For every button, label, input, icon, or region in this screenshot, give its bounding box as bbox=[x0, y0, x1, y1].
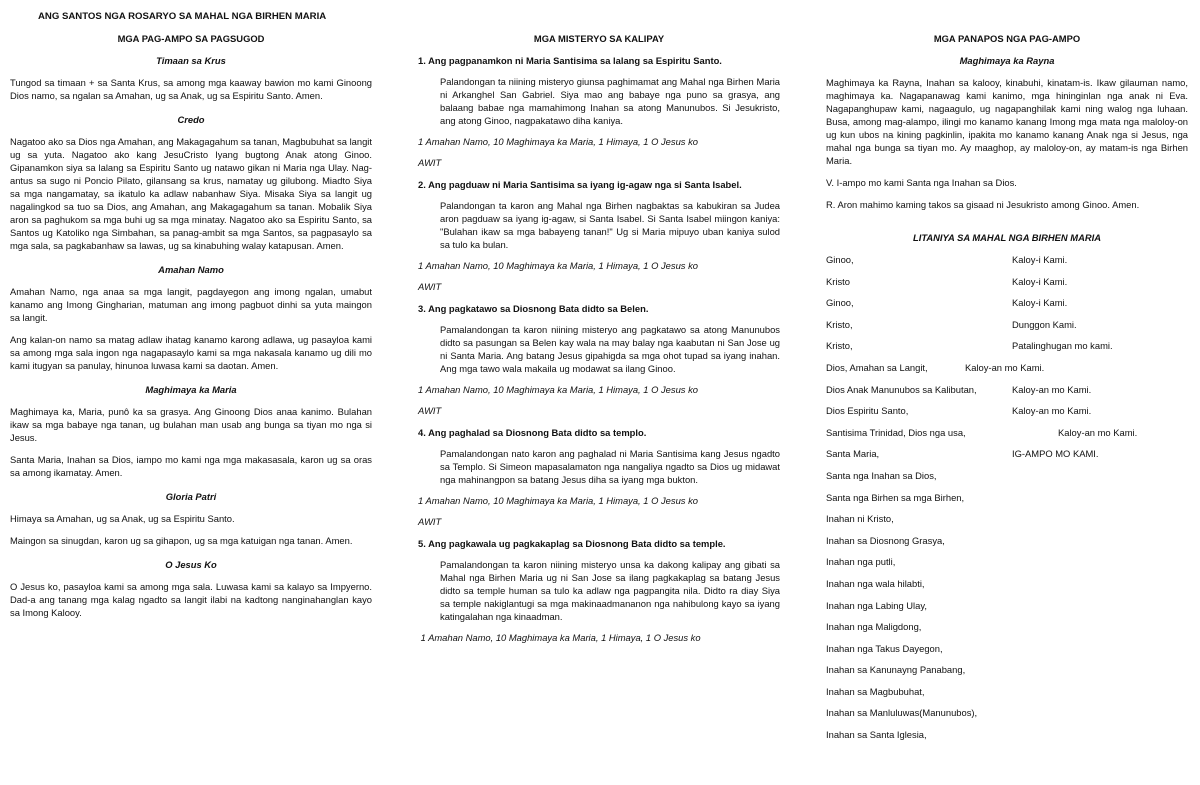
mystery-3-awit: AWIT bbox=[418, 405, 442, 416]
mystery-2-prayers: 1 Amahan Namo, 10 Maghimaya ka Maria, 1 Himaya, 1 O Jesus ko bbox=[418, 260, 698, 271]
litany-invocation: Inahan sa Magbubuhat, bbox=[826, 685, 925, 697]
response-text: R. Aron mahimo kaming takos sa gisaad ni Jesukristo among Ginoo. Amen. bbox=[826, 199, 1140, 210]
closing-prayers-heading: MGA PANAPOS NGA PAG-AMPO bbox=[933, 33, 1081, 44]
o-my-jesus-text: O Jesus ko, pasayloa kami sa among mga sala. Luwasa kami sa kalayo sa Impyerno. Dad-a ang tanang mga kalag ngadto sa langit ilabi na kadtong nanginahanglan kayo sa Imong Kalooy. bbox=[10, 581, 372, 618]
litany-response: Kaloy-i Kami. bbox=[1012, 275, 1068, 287]
glory-be-text-2: Maingon sa sinugdan, karon ug sa gihapon, ug sa mga katuigan nga tanan. Amen. bbox=[10, 535, 353, 546]
litany-invocation: Inahan nga wala hilabti, bbox=[826, 577, 925, 589]
litany-row bbox=[826, 512, 1188, 525]
litany-invocation: Inahan nga Takus Dayegon, bbox=[826, 642, 943, 654]
litany-invocation: Ginoo, bbox=[826, 297, 854, 309]
litany-invocation: Kristo, bbox=[826, 318, 853, 330]
credo-text: Nagatoo ako sa Dios nga Amahan, ang Makagagahum sa tanan, Magbubuhat sa langit ug sa yuta. Nagatoo ako kang JesuCristo Iyang bugtong Anak atong Ginoo. Gipanamkon siya sa lalang sa Espiritu Santo ug natawo gikan ni Maria nga Ulay. Nag-antus sa sugo ni Poncio Pilato, gilansang sa krus, namatay ug gilubong. Miadto Siya sa mga nangamatay, sa ikatulo ka adlaw nabanhaw Siya. Misaka Siya sa langit ug nagalingkod sa tuo sa Dios, ang Amahan, ang Makagagahum sa tanan. Mobalik Siya aron sa paghukom sa mga buhi ug sa mga minatay. Nagatoo ako sa Espiritu Santo, sa Santos ug Katoliko nga Simbahan, sa panag-ambit sa mga Santos, sa pagpasaylo sa mga sala, sa pagkabanhaw sa lawas, ug sa kinabuhing walay katapusan. Amen. bbox=[10, 136, 372, 251]
mystery-1-title: 1. Ang pagpanamkon ni Maria Santisima sa lalang sa Espiritu Santo. bbox=[418, 55, 722, 66]
opening-prayers-column bbox=[10, 32, 372, 628]
litany-row bbox=[826, 253, 1188, 266]
mystery-5-prayers: 1 Amahan Namo, 10 Maghimaya ka Maria, 1 Himaya, 1 O Jesus ko bbox=[418, 632, 701, 643]
litany-row bbox=[826, 728, 1188, 741]
litany-row bbox=[826, 534, 1188, 547]
o-my-jesus-title: O Jesus Ko bbox=[165, 559, 217, 570]
litany-row bbox=[826, 339, 1188, 352]
litany-invocation: Dios, Amahan sa Langit, bbox=[826, 361, 928, 373]
litany-row bbox=[826, 491, 1188, 504]
litany-title: LITANIYA SA MAHAL NGA BIRHEN MARIA bbox=[912, 232, 1101, 243]
glory-be-text-1: Himaya sa Amahan, ug sa Anak, ug sa Espiritu Santo. bbox=[10, 513, 235, 524]
mystery-2-title: 2. Ang pagduaw ni Maria Santisima sa iyang ig-agaw nga si Santa Isabel. bbox=[418, 179, 742, 190]
litany-row bbox=[826, 663, 1188, 676]
litany-invocation: Kristo bbox=[826, 275, 850, 287]
litany-response: Kaloy-an mo Kami. bbox=[1058, 426, 1138, 438]
litany-response: Kaloy-an mo Kami. bbox=[1012, 383, 1092, 395]
hail-holy-queen-title: Maghimaya ka Rayna bbox=[959, 55, 1055, 66]
mystery-4-awit: AWIT bbox=[418, 516, 442, 527]
litany-response: IG-AMPO MO KAMI. bbox=[1012, 448, 1099, 460]
mystery-3-title: 3. Ang pagkatawo sa Diosnong Bata didto sa Belen. bbox=[418, 303, 649, 314]
litany-invocation: Inahan nga putli, bbox=[826, 556, 896, 568]
hail-mary-text-1: Maghimaya ka, Maria, punô ka sa grasya. Ang Ginoong Dios anaa kanimo. Bulahan ikaw sa mga babaye nga tanan, ug bulahan man usab ang bunga sa tiyan mo nga si Jesus. bbox=[10, 406, 372, 443]
opening-prayers-heading: MGA PAG-AMPO SA PAGSUGOD bbox=[117, 33, 265, 44]
litany-list bbox=[826, 253, 1188, 741]
litany-invocation: Inahan sa Santa Iglesia, bbox=[826, 729, 927, 741]
litany-row bbox=[826, 599, 1188, 612]
litany-response: Kaloy-i Kami. bbox=[1012, 254, 1068, 265]
hail-holy-queen-text: Maghimaya ka Rayna, Inahan sa kalooy, kinabuhi, kinatam-is. Ikaw gilauman namo, maghimaya ka. Nagapanawag kami kanimo, mga hininginlan nga anak ni Eva. Nagapanghupaw kami, nagaagulo, ug nagapanghilak kami ning walog nga luhaan. Busa, among mag-alampo, ilingi mo kanamo kanang Imong mga mata nga maloloy-on ug kun ubos na kining pagkinlin, ipakita mo kanamo kanang Anak nga si Jesus, nga mahal nga bunga sa tiyan mo. Ay maaghop, ay maloloy-on, ay matam-is nga Birhen Maria. bbox=[826, 77, 1188, 166]
closing-prayers-column bbox=[826, 32, 1188, 750]
litany-response: Patalinghugan mo kami. bbox=[1012, 340, 1113, 352]
litany-invocation: Santisima Trinidad, Dios nga usa, bbox=[826, 426, 966, 438]
litany-row bbox=[826, 275, 1188, 288]
sign-of-cross-text: Tungod sa timaan + sa Santa Krus, sa among mga kaaway bawion mo kami Ginoong Dios namo, sa ngalan sa Amahan, ug sa Anak, ug sa Espiritu Santo. Amen. bbox=[10, 77, 372, 101]
mystery-4-title: 4. Ang paghalad sa Diosnong Bata didto sa templo. bbox=[418, 427, 647, 438]
mystery-4-text: Pamalandongan nato karon ang paghalad ni Maria Santisima kang Jesus ngadto sa Templo. Si Simeon mapasalamaton nga nangaliya ngadto sa Dios ug midawat nga mahinangpon sa batang Jesus diha sa iyang mga bukton. bbox=[440, 448, 780, 485]
mystery-1-text: Palandongan ta niining misteryo giunsa paghimamat ang Mahal nga Birhen Maria ni Arkanghel San Gabriel. Siya mao ang babaye nga puno sa grasya, ang balaang babae nga mamahimong Inahan sa atong Manunubos. Si Jesukristo, ang atong Ginoo, nagpakatawo diha kaniya. bbox=[440, 76, 780, 126]
litany-invocation: Inahan sa Kanunayng Panabang, bbox=[826, 664, 966, 676]
litany-invocation: Santa Maria, bbox=[826, 448, 880, 460]
our-father-text-2: Ang kalan-on namo sa matag adlaw ihatag kanamo karong adlawa, ug pasayloa kami sa among mga sala ingon nga nagapasaylo kami sa mga nakasala kanamo ug dili mo kami itugyan sa panulay, hinunoa luwasa kami sa daotan. Amen. bbox=[10, 334, 372, 371]
versicle-text: V. I-ampo mo kami Santa nga Inahan sa Dios. bbox=[826, 177, 1017, 188]
litany-response: Dunggon Kami. bbox=[1012, 318, 1077, 330]
litany-row bbox=[826, 706, 1188, 719]
litany-response: Kaloy-an mo Kami. bbox=[1012, 405, 1092, 417]
litany-row bbox=[826, 318, 1188, 331]
litany-row bbox=[826, 404, 1188, 417]
litany-row bbox=[826, 469, 1188, 482]
mystery-1-prayers: 1 Amahan Namo, 10 Maghimaya ka Maria, 1 Himaya, 1 O Jesus ko bbox=[418, 136, 698, 147]
mystery-5-text: Pamalandongan ta karon niining misteryo unsa ka dakong kalipay ang gibati sa Mahal nga Birhen Maria ug ni San Jose sa ilang pagkakaplag sa batang Jesus didto sa temple human sa tulo ka adlaw nga pagpangita nila. Didto ra diay Siya sa temple nakiglantugi sa mga makinaadmananon nga nahibulong kayo sa iyang katingalahan nga kinaadman. bbox=[440, 559, 780, 622]
litany-invocation: Inahan sa Manluluwas(Manunubos), bbox=[826, 707, 978, 719]
litany-row bbox=[826, 642, 1188, 655]
litany-row bbox=[826, 620, 1188, 633]
litany-row bbox=[826, 361, 1188, 374]
litany-invocation: Santa nga Inahan sa Dios, bbox=[826, 469, 937, 481]
credo-title: Credo bbox=[177, 114, 205, 125]
our-father-title: Amahan Namo bbox=[158, 264, 224, 275]
litany-invocation: Dios Anak Manunubos sa Kalibutan, bbox=[826, 383, 977, 395]
mystery-3-prayers: 1 Amahan Namo, 10 Maghimaya ka Maria, 1 Himaya, 1 O Jesus ko bbox=[418, 384, 698, 395]
mystery-2-awit: AWIT bbox=[418, 281, 442, 292]
litany-row bbox=[826, 577, 1188, 590]
hail-mary-title: Maghimaya ka Maria bbox=[145, 384, 237, 395]
litany-invocation: Inahan ni Kristo, bbox=[826, 513, 894, 525]
mystery-2-text: Palandongan ta karon ang Mahal nga Birhen nagbaktas sa kabukiran sa Judea aron pagduaw sa iyang ig-agaw, si Santa Isabel. Si Santa Isabel miingon kaniya: "Bulahan ikaw sa mga babayeng tanan!" Ug si Maria mipuyo uban kaniya sulod sa tulo ka bulan. bbox=[440, 200, 780, 250]
litany-response: Kaloy-i Kami. bbox=[1012, 297, 1068, 309]
litany-invocation: Inahan sa Diosnong Grasya, bbox=[826, 534, 945, 546]
litany-row bbox=[826, 383, 1188, 396]
litany-invocation: Inahan nga Labing Ulay, bbox=[826, 599, 927, 611]
litany-row bbox=[826, 296, 1188, 309]
joyful-mysteries-heading: MGA MISTERYO SA KALIPAY bbox=[533, 33, 665, 44]
hail-mary-text-2: Santa Maria, Inahan sa Dios, iampo mo kami nga mga makasasala, karon ug sa oras sa among ikamatay. Amen. bbox=[10, 454, 372, 478]
litany-invocation: Kristo, bbox=[826, 340, 853, 352]
litany-row bbox=[826, 685, 1188, 698]
our-father-text-1: Amahan Namo, nga anaa sa mga langit, pagdayegon ang imong ngalan, umabut kanamo ang Imong Gingharian, matuman ang imong pagbuot dinhi sa yuta maingon sa langit. bbox=[10, 286, 372, 323]
litany-row bbox=[826, 555, 1188, 568]
glory-be-title: Gloria Patri bbox=[165, 491, 217, 502]
mystery-3-text: Pamalandongan ta karon niining misteryo ang pagkatawo sa atong Manunubos didto sa pasungan sa Belen kay wala na may balay nga kaabutan ni San Jose ug ni Santa Maria. Ang batang Jesus gipahigda sa mga ohot tupad sa iyang inahan. Ang mga tawo wala makaila ug modawat sa ilang Ginoo. bbox=[440, 324, 780, 374]
document-title: ANG SANTOS NGA ROSARYO SA MAHAL NGA BIRHEN MARIA bbox=[38, 11, 327, 22]
sign-of-cross-title: Timaan sa Krus bbox=[156, 55, 226, 66]
litany-row bbox=[826, 426, 1188, 439]
litany-row bbox=[826, 447, 1188, 460]
mystery-5-title: 5. Ang pagkawala ug pagkakaplag sa Diosnong Bata didto sa temple. bbox=[418, 538, 726, 549]
joyful-mysteries-column bbox=[418, 32, 780, 652]
mystery-1-awit: AWIT bbox=[418, 157, 442, 168]
litany-invocation: Ginoo, bbox=[826, 254, 854, 265]
litany-invocation: Inahan nga Maligdong, bbox=[826, 621, 922, 633]
litany-invocation: Santa nga Birhen sa mga Birhen, bbox=[826, 491, 965, 503]
litany-response: Kaloy-an mo Kami. bbox=[965, 361, 1045, 373]
litany-invocation: Dios Espiritu Santo, bbox=[826, 405, 909, 417]
mystery-4-prayers: 1 Amahan Namo, 10 Maghimaya ka Maria, 1 Himaya, 1 O Jesus ko bbox=[418, 495, 698, 506]
